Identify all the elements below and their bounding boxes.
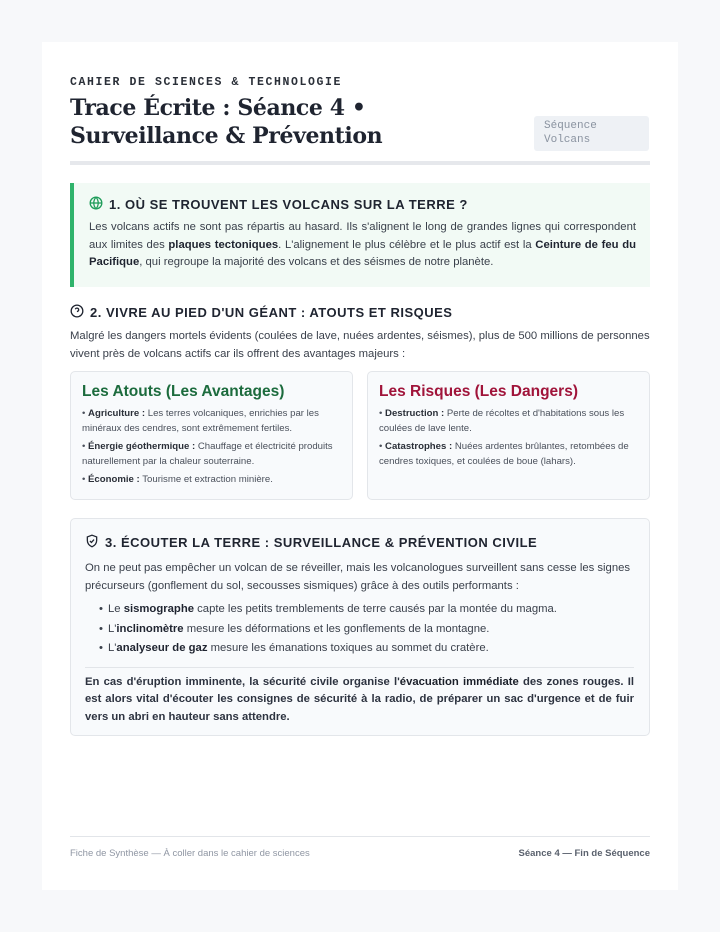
question-icon: [70, 304, 84, 321]
atout-item: • Énergie géothermique : Chauffage et électricité produits naturellement par la chaleur souterraine.: [82, 441, 333, 467]
section-3-header: [85, 534, 634, 551]
section-1-text: Les volcans actifs ne sont pas répartis au hasard. Ils s'alignent le long de grandes lignes qui correspondent aux limites des plaques tectoniques. L'alignement le plus célèbre et le plus actif est la Ceinture de feu du Pacifique, qui regroupe la majorité des volcans et des séismes de notre planète.: [89, 221, 636, 268]
risques-title: Les Risques (Les Dangers): [379, 383, 578, 400]
section-surveillance: [70, 518, 650, 736]
section-2-header: [70, 304, 650, 321]
evacuation-note: En cas d'éruption imminente, la sécurité civile organise l'évacuation immédiate des zones rouges. Il est alors vital d'écouter les consignes de sécurité à la radio, de préparer un sac d'urgence et de fuir vers un abri en hauteur sans attendre.: [85, 675, 634, 723]
section-1-heading: 1. OÙ SE TROUVENT LES VOLCANS SUR LA TERRE ?: [109, 197, 468, 212]
notebook-kicker: CAHIER DE SCIENCES & TECHNOLOGIE: [70, 76, 343, 89]
globe-icon: [89, 196, 103, 213]
shield-check-icon: [85, 534, 99, 551]
section-1-header: [89, 196, 636, 213]
footer-divider: [70, 836, 650, 837]
footer-note: Fiche de Synthèse — À coller dans le cahier de sciences: [70, 848, 310, 859]
section-2-intro: Malgré les dangers mortels évidents (coulées de lave, nuées ardentes, séismes), plus de 500 millions de personnes vivent près de volcans actifs car ils offrent des avantages majeurs :: [70, 330, 650, 360]
term-plaques: plaques tectoniques: [168, 238, 279, 251]
risques-card: [367, 371, 650, 500]
atouts-card: [70, 371, 353, 500]
risque-item: • Catastrophes : Nuées ardentes brûlantes, retombées de cendres toxiques, et coulées de boue (lahars).: [379, 441, 629, 467]
section-3-intro: On ne peut pas empêcher un volcan de se réveiller, mais les volcanologues surveillent sans cesse les signes précurseurs (gonflement du sol, secousses sismiques) grâce à des outils performants :: [85, 562, 631, 592]
risque-item: • Destruction : Perte de récoltes et d'habitations sous les coulées de lave lente.: [379, 408, 625, 434]
tool-item: • L'analyseur de gaz mesure les émanations toxiques au sommet du cratère.: [99, 639, 634, 659]
sequence-badge: [534, 116, 649, 151]
page-title: Trace Écrite : Séance 4 • Surveillance & Prévention: [70, 95, 383, 149]
section-3-divider: [85, 667, 634, 668]
section-volcano-location: [70, 183, 650, 287]
badge-line-1: Séquence: [544, 120, 597, 132]
title-divider: [70, 161, 650, 165]
worksheet-page: [42, 42, 678, 890]
atout-item: • Agriculture : Les terres volcaniques, enrichies par les minéraux des cendres, sont extrêmement fertiles.: [82, 408, 319, 434]
tool-item: • L'inclinomètre mesure les déformations et les gonflements de la montagne.: [99, 620, 634, 640]
term-ceinture: Ceinture de feu du Pacifique: [89, 238, 636, 268]
atout-item: • Économie : Tourisme et extraction minière.: [82, 474, 273, 485]
tool-item: • Le sismographe capte les petits tremblements de terre causés par la montée du magma.: [99, 600, 634, 620]
tools-list: [99, 600, 634, 659]
atouts-title: Les Atouts (Les Avantages): [82, 383, 285, 400]
badge-line-2: Volcans: [544, 134, 591, 146]
section-2-heading: 2. VIVRE AU PIED D'UN GÉANT : ATOUTS ET RISQUES: [90, 305, 453, 320]
footer-session: Séance 4 — Fin de Séquence: [518, 848, 650, 859]
section-3-heading: 3. ÉCOUTER LA TERRE : SURVEILLANCE & PRÉVENTION CIVILE: [105, 535, 538, 550]
